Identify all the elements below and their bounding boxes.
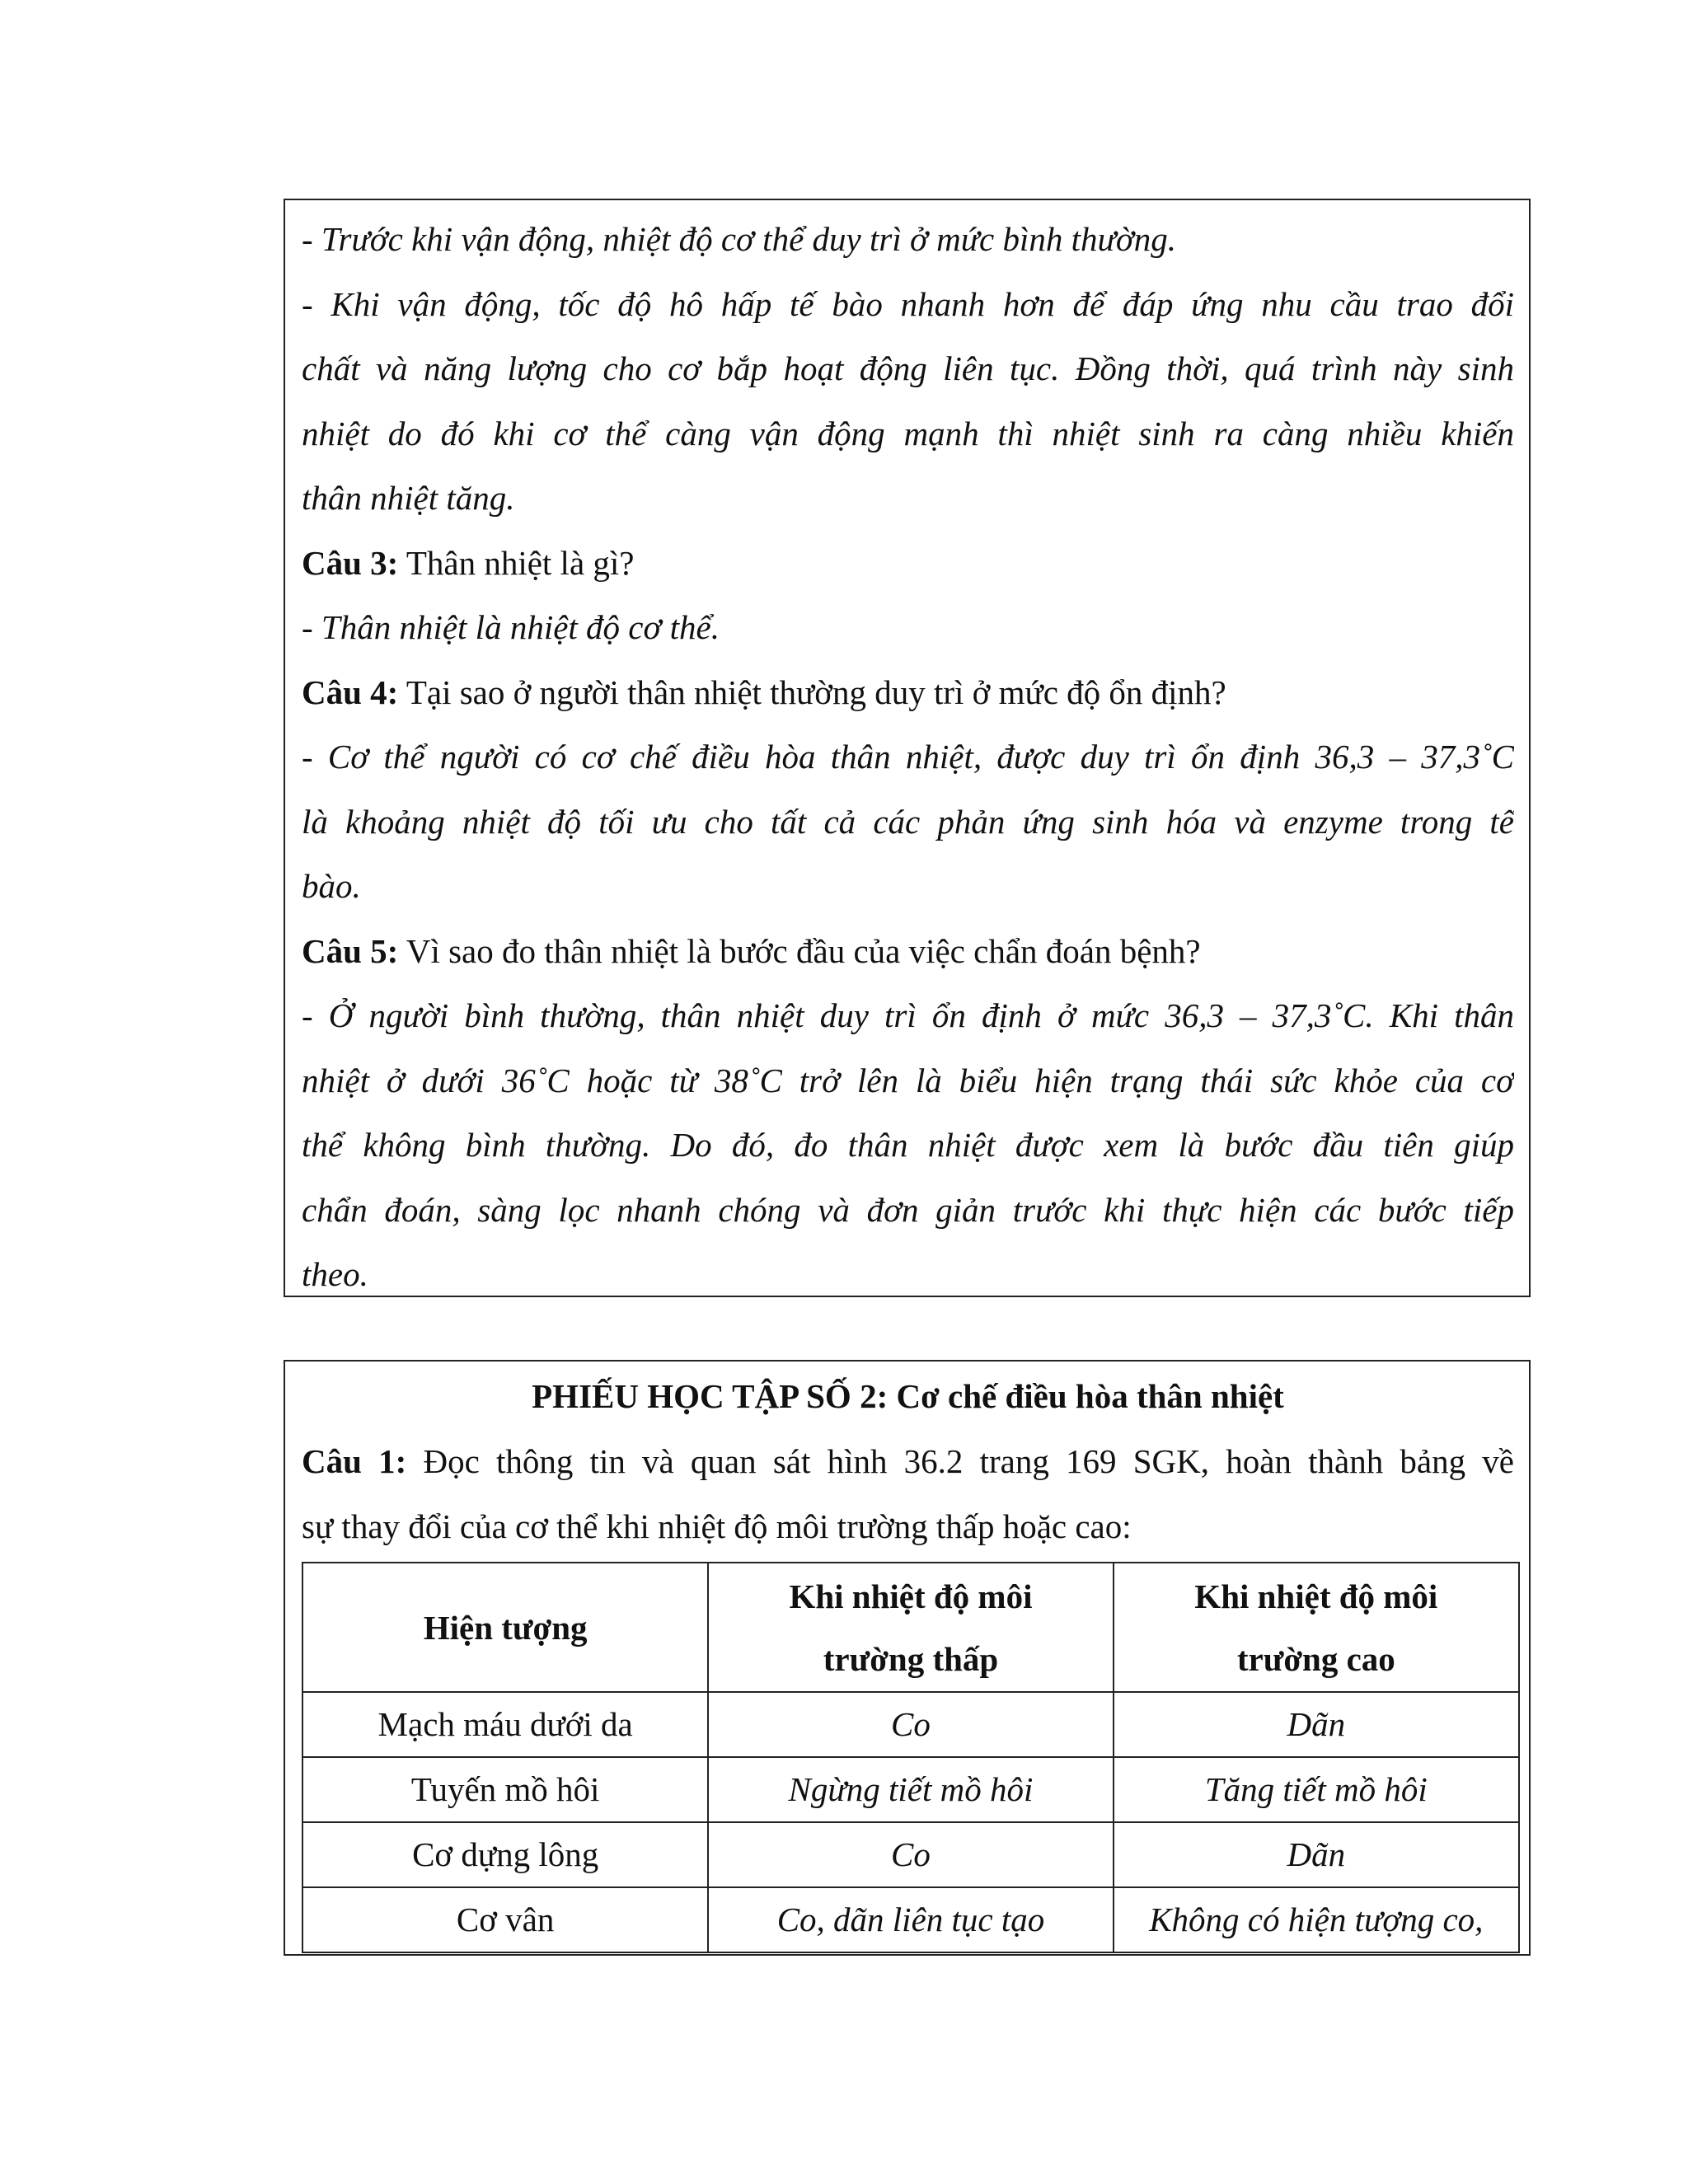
- answer-box: [284, 199, 1531, 1297]
- answer-4-line: bào.: [302, 867, 361, 905]
- header-low-temp: [708, 1563, 1113, 1692]
- answer-5-line: nhiệt ở dưới 36˚C hoặc từ 38˚C trở lên là biểu hiện trạng thái sức khỏe của cơ: [302, 1061, 1514, 1099]
- table-cell: Dãn: [1114, 1822, 1519, 1887]
- answer-5-line: thể không bình thường. Do đó, đo thân nhiệt được xem là bước đầu tiên giúp: [302, 1126, 1514, 1164]
- table-cell: Tăng tiết mồ hôi: [1114, 1757, 1519, 1822]
- answer-line: nhiệt do đó khi cơ thể càng vận động mạnh thì nhiệt sinh ra càng nhiều khiến: [302, 414, 1514, 452]
- question-label: Câu 1:: [302, 1442, 407, 1480]
- question-3: [302, 531, 1514, 596]
- answer-4-line: - Cơ thể người có cơ chế điều hòa thân nhiệt, được duy trì ổn định 36,3 – 37,3˚C: [302, 738, 1514, 776]
- question-label: Câu 5:: [302, 931, 399, 970]
- table-cell: Không có hiện tượng co,: [1114, 1887, 1519, 1952]
- answer-line: chất và năng lượng cho cơ bắp hoạt động liên tục. Đồng thời, quá trình này sinh: [302, 349, 1514, 387]
- question-text: Thân nhiệt là gì?: [398, 543, 635, 582]
- answer-5-line: - Ở người bình thường, thân nhiệt duy trì ổn định ở mức 36,3 – 37,3˚C. Khi thân: [302, 996, 1514, 1034]
- answer-5-line: theo.: [302, 1255, 368, 1293]
- question-4: [302, 660, 1514, 725]
- answer-line: - Trước khi vận động, nhiệt độ cơ thể duy trì ở mức bình thường.: [302, 220, 1177, 258]
- answer-line: thân nhiệt tăng.: [302, 479, 515, 517]
- question-text: Đọc thông tin và quan sát hình 36.2 trang 169 SGK, hoàn thành bảng về: [406, 1442, 1514, 1480]
- table-header-row: [302, 1563, 1519, 1692]
- header-high-temp: [1114, 1563, 1519, 1692]
- table-row: [302, 1822, 1519, 1887]
- header-text: trường thấp: [823, 1639, 999, 1678]
- answer-line: - Khi vận động, tốc độ hô hấp tế bào nhanh hơn để đáp ứng nhu cầu trao đổi: [302, 284, 1514, 323]
- header-text: Khi nhiệt độ môi: [789, 1577, 1033, 1615]
- table-cell: Mạch máu dưới da: [302, 1692, 708, 1757]
- header-text: Khi nhiệt độ môi: [1194, 1577, 1438, 1615]
- table-cell: Co, dãn liên tục tạo: [708, 1887, 1113, 1952]
- table-cell: Cơ vân: [302, 1887, 708, 1952]
- question-label: Câu 4:: [302, 673, 399, 711]
- answer-4-line: là khoảng nhiệt độ tối ưu cho tất cả các phản ứng sinh hóa và enzyme trong tế: [302, 802, 1514, 841]
- table-row: [302, 1887, 1519, 1952]
- worksheet-box: [284, 1360, 1531, 1956]
- question-5: [302, 919, 1514, 984]
- answer-3: - Thân nhiệt là nhiệt độ cơ thể.: [302, 608, 720, 646]
- table-row: [302, 1692, 1519, 1757]
- table-cell: Tuyến mồ hôi: [302, 1757, 708, 1822]
- worksheet-question-1-cont: sự thay đổi của cơ thể khi nhiệt độ môi trường thấp hoặc cao:: [302, 1507, 1132, 1545]
- comparison-table: [302, 1562, 1520, 1953]
- question-label: Câu 3:: [302, 543, 399, 582]
- table-cell: Dãn: [1114, 1692, 1519, 1757]
- worksheet-title: PHIẾU HỌC TẬP SỐ 2: Cơ chế điều hòa thân nhiệt: [532, 1377, 1284, 1415]
- table-cell: Cơ dựng lông: [302, 1822, 708, 1887]
- answer-5-line: chẩn đoán, sàng lọc nhanh chóng và đơn giản trước khi thực hiện các bước tiếp: [302, 1190, 1514, 1229]
- table-cell: Ngừng tiết mồ hôi: [708, 1757, 1113, 1822]
- worksheet-question-1: [302, 1429, 1514, 1494]
- table-row: [302, 1757, 1519, 1822]
- table-cell: Co: [708, 1692, 1113, 1757]
- question-text: Vì sao đo thân nhiệt là bước đầu của việc chẩn đoán bệnh?: [398, 931, 1201, 970]
- header-text: trường cao: [1236, 1639, 1395, 1678]
- question-text: Tại sao ở người thân nhiệt thường duy trì ở mức độ ổn định?: [398, 673, 1226, 711]
- table-cell: Co: [708, 1822, 1113, 1887]
- header-phenomenon: Hiện tượng: [302, 1563, 708, 1692]
